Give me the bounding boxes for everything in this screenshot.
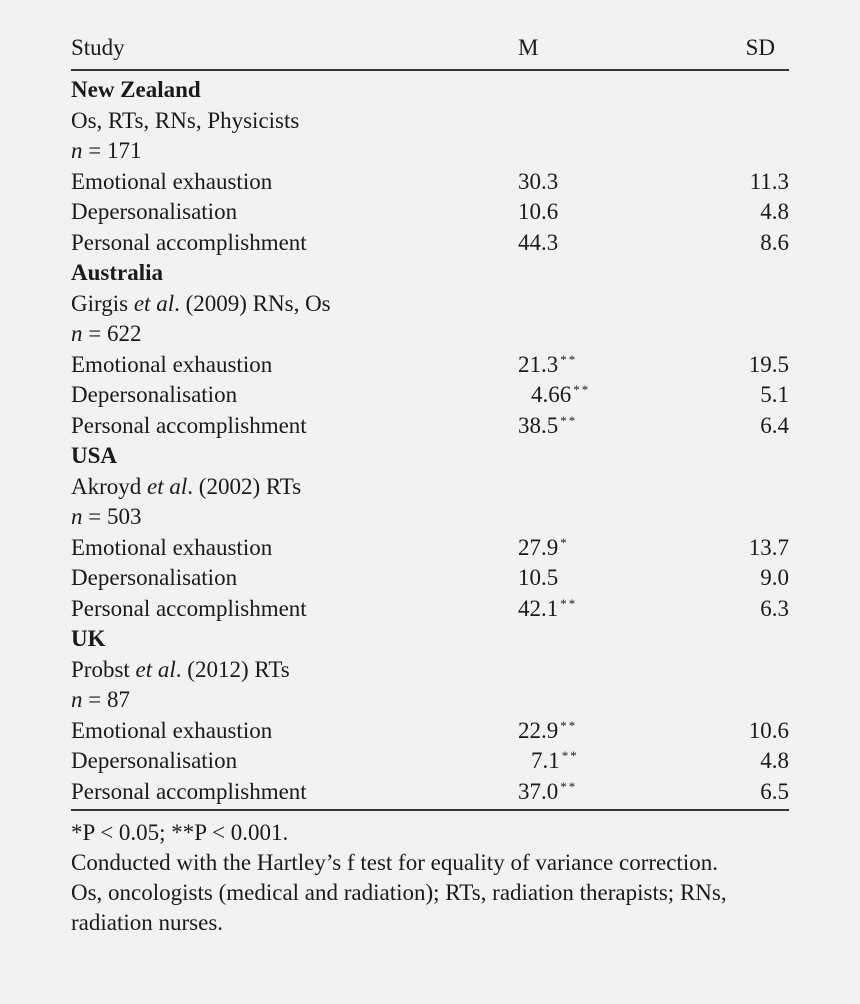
measure-row	[71, 350, 789, 381]
mean-value	[531, 380, 590, 414]
sample-size: n = 503	[71, 504, 142, 529]
bottom-rule	[71, 809, 789, 811]
mean-number: 7.1	[531, 748, 560, 773]
sample-size-row	[71, 319, 789, 350]
mean-value	[518, 411, 577, 445]
country-row	[71, 258, 789, 289]
sample-size-row	[71, 685, 789, 716]
measure-label: Emotional exhaustion	[71, 534, 273, 560]
measure-row	[71, 197, 789, 228]
source-year: . (2009) RNs, Os	[174, 290, 331, 316]
header-rule	[71, 69, 789, 71]
table-notes	[71, 818, 771, 938]
sd-value: 11.3	[749, 168, 789, 194]
country-row	[71, 75, 789, 106]
country-row	[71, 624, 789, 655]
measure-label: Personal accomplishment	[71, 595, 307, 621]
sd-value: 10.6	[748, 717, 789, 743]
sample-size: n = 87	[71, 687, 130, 712]
measure-row	[71, 716, 789, 747]
significance-marker: *	[560, 534, 569, 550]
table-body	[71, 75, 789, 807]
mean-number: 10.6	[518, 199, 559, 224]
note-significance: *P < 0.05; **P < 0.001.	[71, 820, 289, 845]
source-label	[71, 472, 301, 503]
measure-label: Depersonalisation	[71, 748, 238, 773]
mean-number: 30.3	[518, 168, 559, 194]
measure-label: Depersonalisation	[71, 565, 238, 590]
measure-label: Depersonalisation	[71, 382, 238, 407]
sd-value: 4.8	[760, 748, 789, 773]
measure-row	[71, 167, 789, 198]
sample-size-row	[71, 502, 789, 533]
sd-value: 9.0	[760, 565, 789, 590]
note-hartley: Conducted with the Hartley’s f test for equality of variance correction.	[71, 850, 718, 875]
header-study: Study	[71, 35, 125, 60]
mean-value	[518, 594, 577, 628]
measure-label: Emotional exhaustion	[71, 168, 273, 194]
significance-marker: **	[573, 382, 591, 397]
source-author: Akroyd	[71, 473, 148, 499]
mean-value	[518, 167, 560, 201]
significance-marker: **	[560, 351, 578, 367]
source-etal: et al	[133, 290, 175, 316]
sample-size-row	[71, 136, 789, 167]
mean-value	[518, 777, 577, 811]
source-row	[71, 289, 789, 320]
measure-label: Depersonalisation	[71, 199, 238, 224]
measure-row	[71, 746, 789, 777]
sd-value: 4.8	[760, 199, 789, 224]
measure-label: Personal accomplishment	[71, 412, 307, 438]
source-row	[71, 472, 789, 503]
mean-number: 38.5	[518, 412, 559, 438]
measure-label: Personal accomplishment	[71, 778, 307, 804]
significance-marker: **	[560, 778, 578, 794]
measure-row	[71, 533, 789, 564]
mean-number: 27.9	[518, 534, 559, 560]
sd-value: 6.4	[760, 412, 789, 438]
measure-row	[71, 563, 789, 594]
mean-value	[518, 716, 577, 750]
country-row	[71, 441, 789, 472]
country-name: USA	[71, 443, 118, 468]
mean-number: 22.9	[518, 717, 559, 743]
source-label: Os, RTs, RNs, Physicists	[71, 107, 300, 133]
mean-number: 42.1	[518, 595, 559, 621]
sd-value: 6.5	[760, 778, 789, 804]
sd-value: 6.3	[760, 595, 789, 621]
mean-number: 10.5	[518, 565, 559, 590]
mean-value	[518, 350, 577, 384]
mean-value	[518, 228, 560, 262]
country-name: New Zealand	[71, 77, 201, 102]
note-abbreviations: Os, oncologists (medical and radiation); RTs, radiation therapists; RNs, radiation nurses.	[71, 880, 727, 935]
mean-value	[518, 197, 560, 231]
sd-value: 19.5	[748, 351, 789, 377]
sd-value: 8.6	[760, 229, 789, 255]
measure-row	[71, 228, 789, 259]
header-m: M	[518, 35, 539, 60]
mean-number: 21.3	[518, 351, 559, 377]
measure-row	[71, 411, 789, 442]
source-author: Girgis	[71, 290, 134, 316]
table-header	[71, 35, 789, 67]
mean-value	[518, 533, 569, 567]
source-label	[71, 289, 331, 320]
mean-number: 37.0	[518, 778, 559, 804]
header-sd: SD	[745, 35, 775, 60]
mean-value	[531, 746, 579, 780]
source-year: . (2012) RTs	[175, 656, 290, 682]
sample-size: n = 622	[71, 321, 142, 346]
country-name: Australia	[71, 260, 163, 285]
sd-value: 5.1	[760, 382, 789, 407]
mean-number: 44.3	[518, 229, 559, 255]
measure-label: Personal accomplishment	[71, 229, 307, 255]
source-row	[71, 655, 789, 686]
significance-marker: **	[561, 748, 579, 763]
significance-marker: **	[560, 717, 578, 733]
measure-row	[71, 594, 789, 625]
measure-row	[71, 380, 789, 411]
measure-label: Emotional exhaustion	[71, 351, 273, 377]
measure-row	[71, 777, 789, 808]
source-year: . (2002) RTs	[187, 473, 302, 499]
source-etal: et al	[135, 656, 176, 682]
country-name: UK	[71, 626, 106, 651]
sd-value: 13.7	[748, 534, 789, 560]
source-row	[71, 106, 789, 137]
mean-number: 4.66	[531, 382, 572, 407]
mean-value	[518, 563, 560, 597]
source-label	[71, 655, 290, 686]
significance-marker: **	[560, 412, 578, 428]
measure-label: Emotional exhaustion	[71, 717, 273, 743]
source-author: Probst	[71, 656, 136, 682]
sample-size: n = 171	[71, 138, 142, 163]
significance-marker: **	[560, 595, 578, 611]
source-etal: et al	[147, 473, 188, 499]
